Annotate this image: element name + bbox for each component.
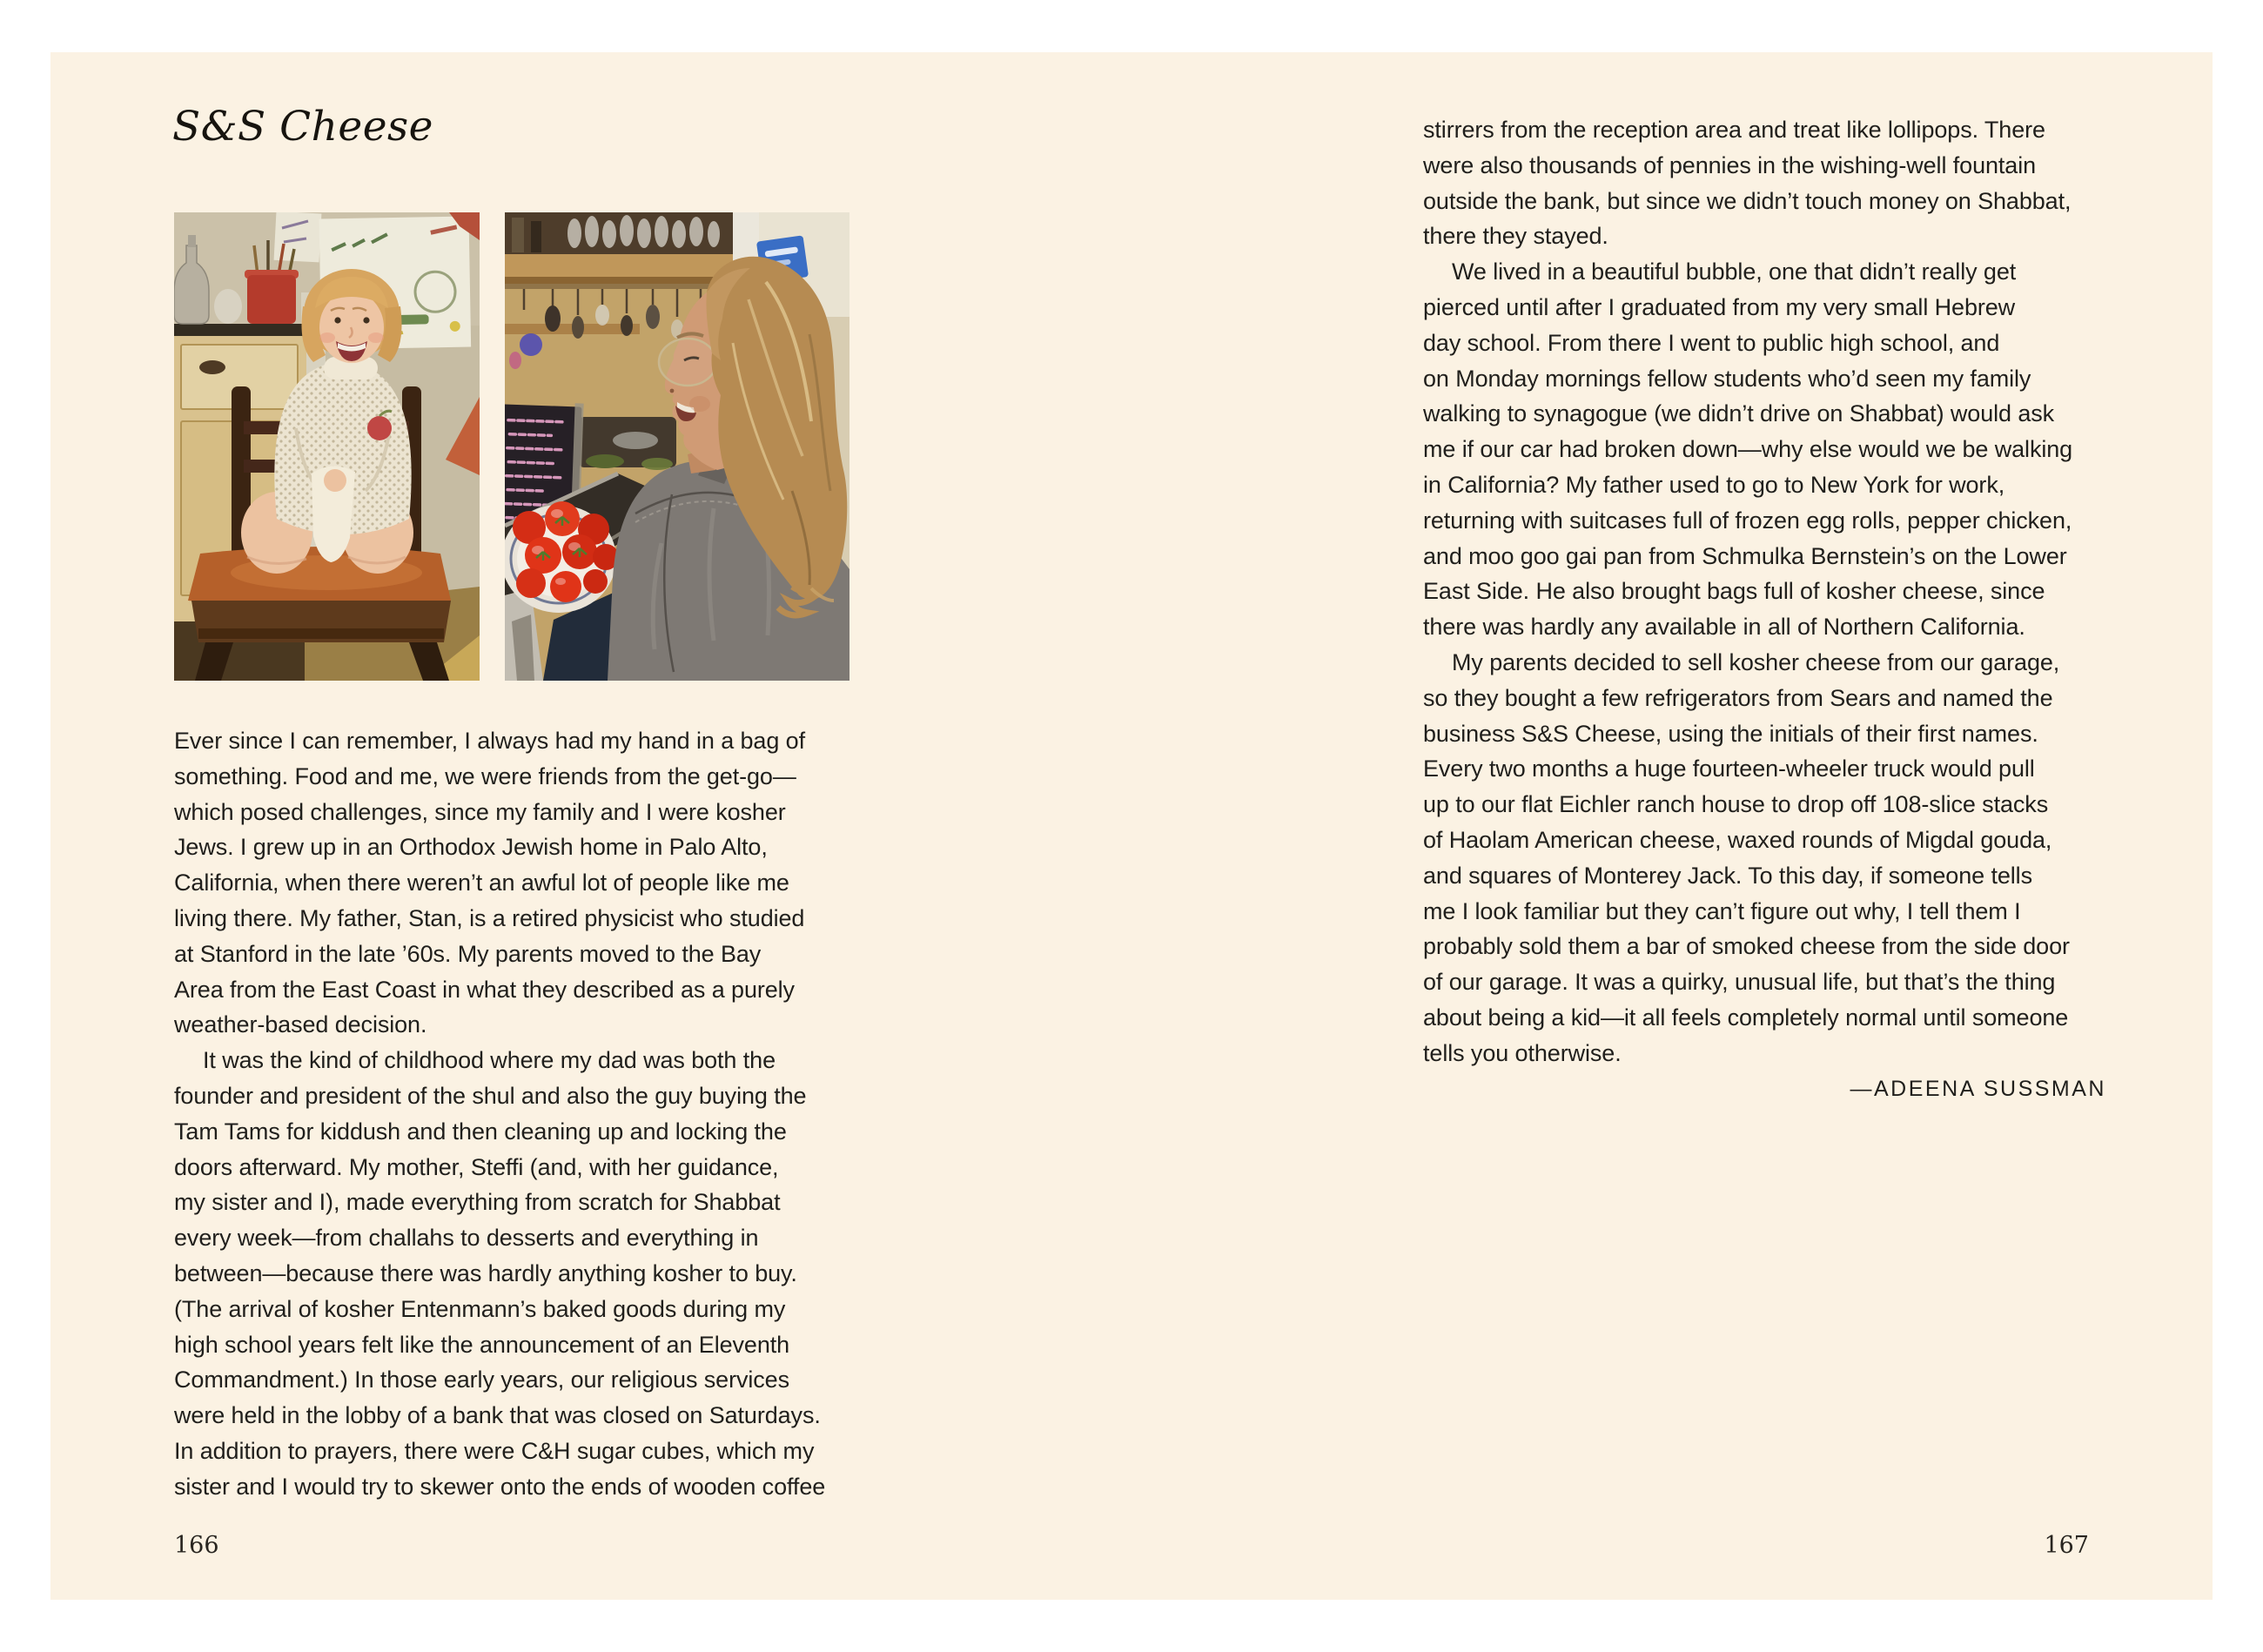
text-line: Jews. I grew up in an Orthodox Jewish home in Palo Alto, [174, 834, 768, 861]
text-line: at Stanford in the late ’60s. My parents moved to the Bay [174, 940, 762, 967]
text-line: so they bought a few refrigerators from Sears and named the [1423, 684, 2053, 711]
text-line: California, when there weren’t an awful lot of people like me [174, 870, 789, 897]
text-line: about being a kid—it all feels completely normal until someone [1423, 1004, 2069, 1031]
text-line: on Monday mornings fellow students who’d seen my family [1423, 365, 2031, 392]
text-line: (The arrival of kosher Entenmann’s baked goods during my [174, 1295, 786, 1322]
text-line: me I look familiar but they can’t figure out why, I tell them I [1423, 897, 2021, 924]
text-line: me if our car had broken down—why else would we be walking [1423, 436, 2073, 463]
text-line: of our garage. It was a quirky, unusual life, but that’s the thing [1423, 969, 2056, 996]
text-line: My parents decided to sell kosher cheese from our garage, [1452, 648, 2060, 675]
page-number-left: 166 [174, 1532, 219, 1559]
text-line: between—because there was hardly anything kosher to buy. [174, 1259, 797, 1286]
text-line: Tam Tams for kiddush and then cleaning up and locking the [174, 1118, 787, 1145]
text-line: were held in the lobby of a bank that was closed on Saturdays. [174, 1402, 821, 1429]
text-line: day school. From there I went to public high school, and [1423, 329, 2000, 356]
text-line: my sister and I), made everything from scratch for Shabbat [174, 1189, 781, 1216]
text-line: probably sold them a bar of smoked cheese from the side door [1423, 933, 2070, 960]
text-line: It was the kind of childhood where my dad was both the [203, 1047, 776, 1074]
text-line: of Haolam American cheese, waxed rounds of Migdal gouda, [1423, 826, 2052, 853]
text-line: high school years felt like the announcement of an Eleventh [174, 1331, 790, 1358]
page-number-right: 167 [2044, 1532, 2089, 1559]
text-line: living there. My father, Stan, is a retired physicist who studied [174, 904, 805, 931]
text-line: were also thousands of pennies in the wishing-well fountain [1423, 151, 2037, 178]
text-line: In addition to prayers, there were C&H sugar cubes, which my [174, 1437, 815, 1464]
text-line: there was hardly any available in all of Northern California. [1423, 614, 2025, 641]
text-line: and squares of Monterey Jack. To this day, if someone tells [1423, 862, 2032, 889]
text-line: Every two months a huge fourteen-wheeler truck would pull [1423, 755, 2035, 782]
text-line: doors afterward. My mother, Steffi (and, with her guidance, [174, 1153, 779, 1180]
text-line: business S&S Cheese, using the initials of their first names. [1423, 720, 2038, 747]
chapter-title: S&S Cheese [172, 103, 433, 151]
book-spread-paper [50, 52, 2213, 1600]
text-line: in California? My father used to go to New York for work, [1423, 471, 2005, 498]
text-line: Area from the East Coast in what they described as a purely [174, 976, 795, 1003]
text-line: weather-based decision. [174, 1011, 427, 1038]
text-line: founder and president of the shul and also the guy buying the [174, 1082, 807, 1109]
text-line: Ever since I can remember, I always had my hand in a bag of [174, 728, 805, 754]
text-line: and moo goo gai pan from Schmulka Bernstein’s on the Lower [1423, 542, 2067, 569]
text-line: tells you otherwise. [1423, 1039, 1622, 1066]
text-line: there they stayed. [1423, 223, 1608, 250]
text-line: returning with suitcases full of frozen egg rolls, pepper chicken, [1423, 507, 2072, 534]
text-line: something. Food and me, we were friends from the get-go— [174, 762, 796, 789]
text-line: stirrers from the reception area and treat like lollipops. There [1423, 117, 2045, 143]
right-page [50, 52, 2213, 1600]
attribution: —ADEENA SUSSMAN [1850, 1077, 2106, 1101]
text-line: up to our flat Eichler ranch house to drop off 108-slice stacks [1423, 791, 2049, 818]
text-line: Commandment.) In those early years, our religious services [174, 1367, 789, 1393]
text-line: walking to synagogue (we didn’t drive on Shabbat) would ask [1423, 400, 2055, 427]
text-line: every week—from challahs to desserts and everything in [174, 1225, 759, 1252]
text-line: East Side. He also brought bags full of kosher cheese, since [1423, 578, 2045, 605]
right-text-column [1423, 112, 2119, 1071]
text-line: which posed challenges, since my family and I were kosher [174, 798, 786, 825]
text-line: outside the bank, but since we didn’t touch money on Shabbat, [1423, 187, 2072, 214]
text-line: We lived in a beautiful bubble, one that didn’t really get [1452, 259, 2017, 285]
text-line: sister and I would try to skewer onto the ends of wooden coffee [174, 1473, 826, 1500]
text-line: pierced until after I graduated from my very small Hebrew [1423, 293, 2016, 320]
